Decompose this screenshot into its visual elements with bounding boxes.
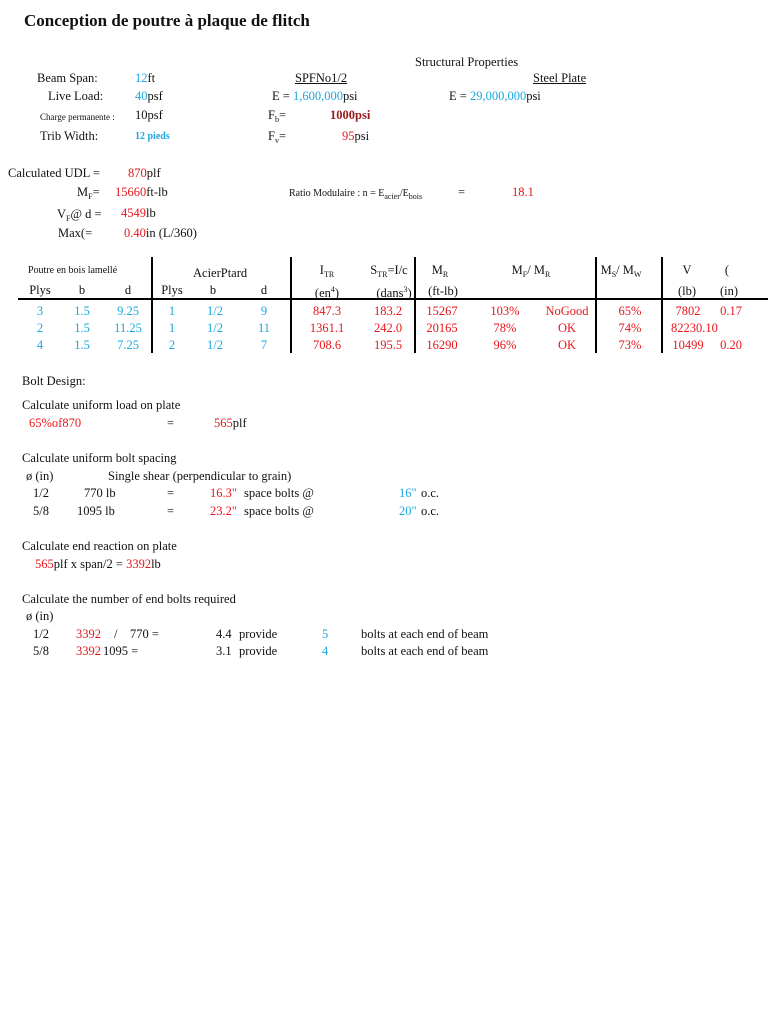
phi-label: ø (in) <box>26 609 54 623</box>
end-reaction-expr: 565plf x span/2 = 3392lb <box>35 557 161 571</box>
max-group <box>124 226 197 240</box>
cell-steel-d[interactable]: 7 <box>260 338 268 352</box>
phi-label: ø (in) <box>26 469 54 483</box>
e-wood-unit: psi <box>342 89 358 103</box>
cell-str: 183.2 <box>373 304 403 318</box>
provide-label: provide <box>239 627 278 641</box>
table-divider <box>290 257 292 353</box>
cell-str: 242.0 <box>373 321 403 335</box>
spacing-oc: o.c. <box>421 504 440 518</box>
bolts-calc: 3.1 <box>216 644 232 658</box>
col-header-msmw: $M_S/$ $M_W$ <box>600 263 642 279</box>
bolts-provided[interactable]: 5 <box>322 627 329 641</box>
spf-header: SPFNo1/2 <box>295 71 348 85</box>
spacing-calc: 23.2" <box>210 504 237 518</box>
cell-msmw: 74% <box>618 321 642 335</box>
col-header-deflection: ( <box>724 263 730 277</box>
bolt-capacity: 1095 lb <box>77 504 115 518</box>
cell-v: 7802 <box>675 304 701 318</box>
spacing-text: space bolts @ <box>244 504 314 518</box>
cell-deflection: 0.20 <box>720 338 742 352</box>
bolt-capacity: 770 lb <box>84 486 116 500</box>
cell-steel-plys[interactable]: 1 <box>168 304 176 318</box>
cell-msmw: 73% <box>618 338 642 352</box>
live-load-unit: psf <box>147 89 163 103</box>
max-label: Max(= <box>58 226 93 240</box>
uniform-load-eq: = <box>167 416 175 430</box>
e-steel-value[interactable]: 29,000,000 <box>469 89 527 103</box>
col-header-mfmr: $M_F/$ $M_R$ <box>511 263 551 279</box>
sub-header-b: b <box>78 283 86 297</box>
cell-status: NoGood <box>545 304 589 318</box>
col-header-deflection-unit: (in) <box>719 284 739 298</box>
e-steel-label: E = <box>449 89 467 103</box>
structural-properties-heading: Structural Properties <box>415 55 519 69</box>
live-load-value-group <box>135 89 163 103</box>
bolts-calc: 4.4 <box>216 627 232 641</box>
dead-load-value[interactable]: 10psf <box>135 108 163 122</box>
uniform-load-group <box>214 416 247 430</box>
cell-steel-b[interactable]: 1/2 <box>207 338 223 352</box>
beam-span-label: Beam Span: <box>37 71 98 85</box>
col-header-itr: $I_{TR}$ <box>319 263 335 279</box>
cell-itr: 1361.1 <box>309 321 345 335</box>
bolt-diameter: 5/8 <box>33 644 49 658</box>
mf-label: $M_F=$ <box>77 185 100 201</box>
table-divider <box>595 257 597 353</box>
col-header-v: V <box>682 263 692 277</box>
table-divider <box>151 257 153 353</box>
sub-header-steel-b: b <box>209 283 217 297</box>
page-title: Conception de poutre à plaque de flitch <box>24 11 310 30</box>
cell-deflection: 0.17 <box>720 304 742 318</box>
cell-plys[interactable]: 2 <box>36 321 44 335</box>
mf-unit: ft-lb <box>146 185 168 199</box>
cell-ratio: 103% <box>490 304 520 318</box>
spacing-text: space bolts @ <box>244 486 314 500</box>
udl-unit: plf <box>146 166 161 180</box>
cell-status: OK <box>557 321 577 335</box>
col-header-str: $S_{TR}=I/c$ <box>370 263 408 279</box>
uniform-load-heading: Calculate uniform load on plate <box>22 398 181 412</box>
spacing-provided[interactable]: 16" <box>399 486 417 500</box>
col-header-itr-unit: $(en^4)$ <box>314 285 340 300</box>
col-header-steel: AcierPtard <box>193 266 248 280</box>
provide-label: provide <box>239 644 278 658</box>
fv-value-group <box>342 129 369 143</box>
vf-unit: lb <box>146 206 156 220</box>
e-wood-value[interactable]: 1,600,000 <box>292 89 343 103</box>
ratio-label: Ratio Modulaire : $n = E_{acier}/E_{bois}$ <box>289 188 423 201</box>
col-header-wood: Poutre en bois lamellé <box>28 265 118 276</box>
cell-steel-b[interactable]: 1/2 <box>207 304 223 318</box>
col-header-v-unit: (lb) <box>677 284 697 298</box>
udl-value: 870 <box>128 166 147 180</box>
e-wood <box>272 89 358 103</box>
table-divider <box>661 257 663 353</box>
fb-label: $F_b=$ <box>268 108 287 124</box>
vf-group <box>121 206 156 220</box>
cell-steel-plys[interactable]: 1 <box>168 321 176 335</box>
vf-label: $V_F@$ d = <box>57 207 102 223</box>
cell-ratio: 78% <box>493 321 517 335</box>
cell-mr: 16290 <box>426 338 458 352</box>
end-bolts-heading: Calculate the number of end bolts required <box>22 592 236 606</box>
beam-span-value-group <box>135 71 155 85</box>
e-steel <box>449 89 541 103</box>
cell-d[interactable]: 9.25 <box>117 304 139 318</box>
live-load-value[interactable]: 40 <box>135 89 148 103</box>
live-load-label: Live Load: <box>48 89 104 103</box>
uniform-load-value: 565 <box>214 416 233 430</box>
bolts-text: bolts at each end of beam <box>361 627 489 641</box>
ratio-eq: = <box>458 185 466 199</box>
col-header-mr: $M_R$ <box>431 263 449 279</box>
bolt-diameter: 1/2 <box>33 627 49 641</box>
bolt-spacing-heading: Calculate uniform bolt spacing <box>22 451 177 465</box>
table-divider <box>414 257 416 353</box>
sub-header-steel-d: d <box>260 283 268 297</box>
uniform-load-expr: 65%of870 <box>29 416 82 430</box>
udl-group <box>128 166 161 180</box>
cell-status: OK <box>557 338 577 352</box>
cell-d[interactable]: 11.25 <box>114 321 142 335</box>
sub-header-d: d <box>124 283 132 297</box>
sub-header-plys: Plys <box>29 283 51 297</box>
max-value: 0.40 <box>124 226 146 240</box>
ratio-value: 18.1 <box>512 185 534 199</box>
cell-steel-d[interactable]: 11 <box>257 321 271 335</box>
cell-steel-b[interactable]: 1/2 <box>207 321 223 335</box>
cell-steel-plys[interactable]: 2 <box>168 338 176 352</box>
trib-width-label: Trib Width: <box>40 129 99 143</box>
divide-sign: / <box>114 627 118 641</box>
cell-steel-d[interactable]: 9 <box>260 304 268 318</box>
cell-v: 10499 <box>672 338 704 352</box>
beam-span-unit: ft <box>147 71 156 85</box>
end-reaction: 3392 <box>76 627 101 641</box>
cell-mr: 15267 <box>426 304 458 318</box>
cell-itr: 708.6 <box>312 338 342 352</box>
spacing-eq: = <box>167 504 175 518</box>
cell-itr: 847.3 <box>312 304 342 318</box>
e-steel-unit: psi <box>526 89 541 103</box>
bolt-diameter: 1/2 <box>33 486 49 500</box>
cell-b[interactable]: 1.5 <box>74 338 90 352</box>
cell-mr: 20165 <box>426 321 458 335</box>
max-unit: in (L/360) <box>145 226 197 240</box>
cell-d[interactable]: 7.25 <box>117 338 139 352</box>
bolt-capacity: 1095 = <box>103 644 139 658</box>
cell-plys[interactable]: 3 <box>36 304 44 318</box>
fv-label: $F_v=$ <box>268 129 287 145</box>
fv-value[interactable]: 95 <box>342 129 355 143</box>
mf-value: 15660 <box>115 185 147 199</box>
single-shear-label: Single shear (perpendicular to grain) <box>108 469 292 483</box>
bolt-diameter: 5/8 <box>33 504 49 518</box>
udl-label: Calculated UDL = <box>8 166 100 180</box>
end-reaction-heading: Calculate end reaction on plate <box>22 539 177 553</box>
fv-unit: psi <box>354 129 370 143</box>
cell-msmw: 65% <box>618 304 642 318</box>
cell-b[interactable]: 1.5 <box>74 304 90 318</box>
spacing-oc: o.c. <box>421 486 440 500</box>
cell-v: 82230.10 <box>671 321 718 335</box>
cell-b[interactable]: 1.5 <box>74 321 90 335</box>
mf-group <box>115 185 168 199</box>
bolt-design-heading: Bolt Design: <box>22 374 86 388</box>
dead-load-label: Charge permanente : <box>40 112 115 122</box>
bolt-capacity: 770 = <box>130 627 159 641</box>
vf-value: 4549 <box>121 206 146 220</box>
bolts-provided[interactable]: 4 <box>322 644 329 658</box>
col-header-mr-unit: (ft-lb) <box>428 284 458 298</box>
fb-value[interactable]: 1000psi <box>330 108 371 122</box>
spacing-calc: 16.3" <box>210 486 237 500</box>
cell-str: 195.5 <box>373 338 403 352</box>
bolts-text: bolts at each end of beam <box>361 644 489 658</box>
sub-header-steel-plys: Plys <box>161 283 183 297</box>
e-wood-label: E = <box>272 89 290 103</box>
cell-ratio: 96% <box>493 338 517 352</box>
cell-plys[interactable]: 4 <box>36 338 44 352</box>
spacing-eq: = <box>167 486 175 500</box>
end-reaction: 3392 <box>76 644 101 658</box>
col-header-str-unit: (dans$^3$) <box>376 285 412 300</box>
spacing-provided[interactable]: 20" <box>399 504 417 518</box>
trib-width-value[interactable]: 12 pieds <box>135 131 170 142</box>
uniform-load-unit: plf <box>232 416 247 430</box>
steel-plate-header: Steel Plate <box>533 71 587 85</box>
beam-span-value[interactable]: 12 <box>135 71 148 85</box>
